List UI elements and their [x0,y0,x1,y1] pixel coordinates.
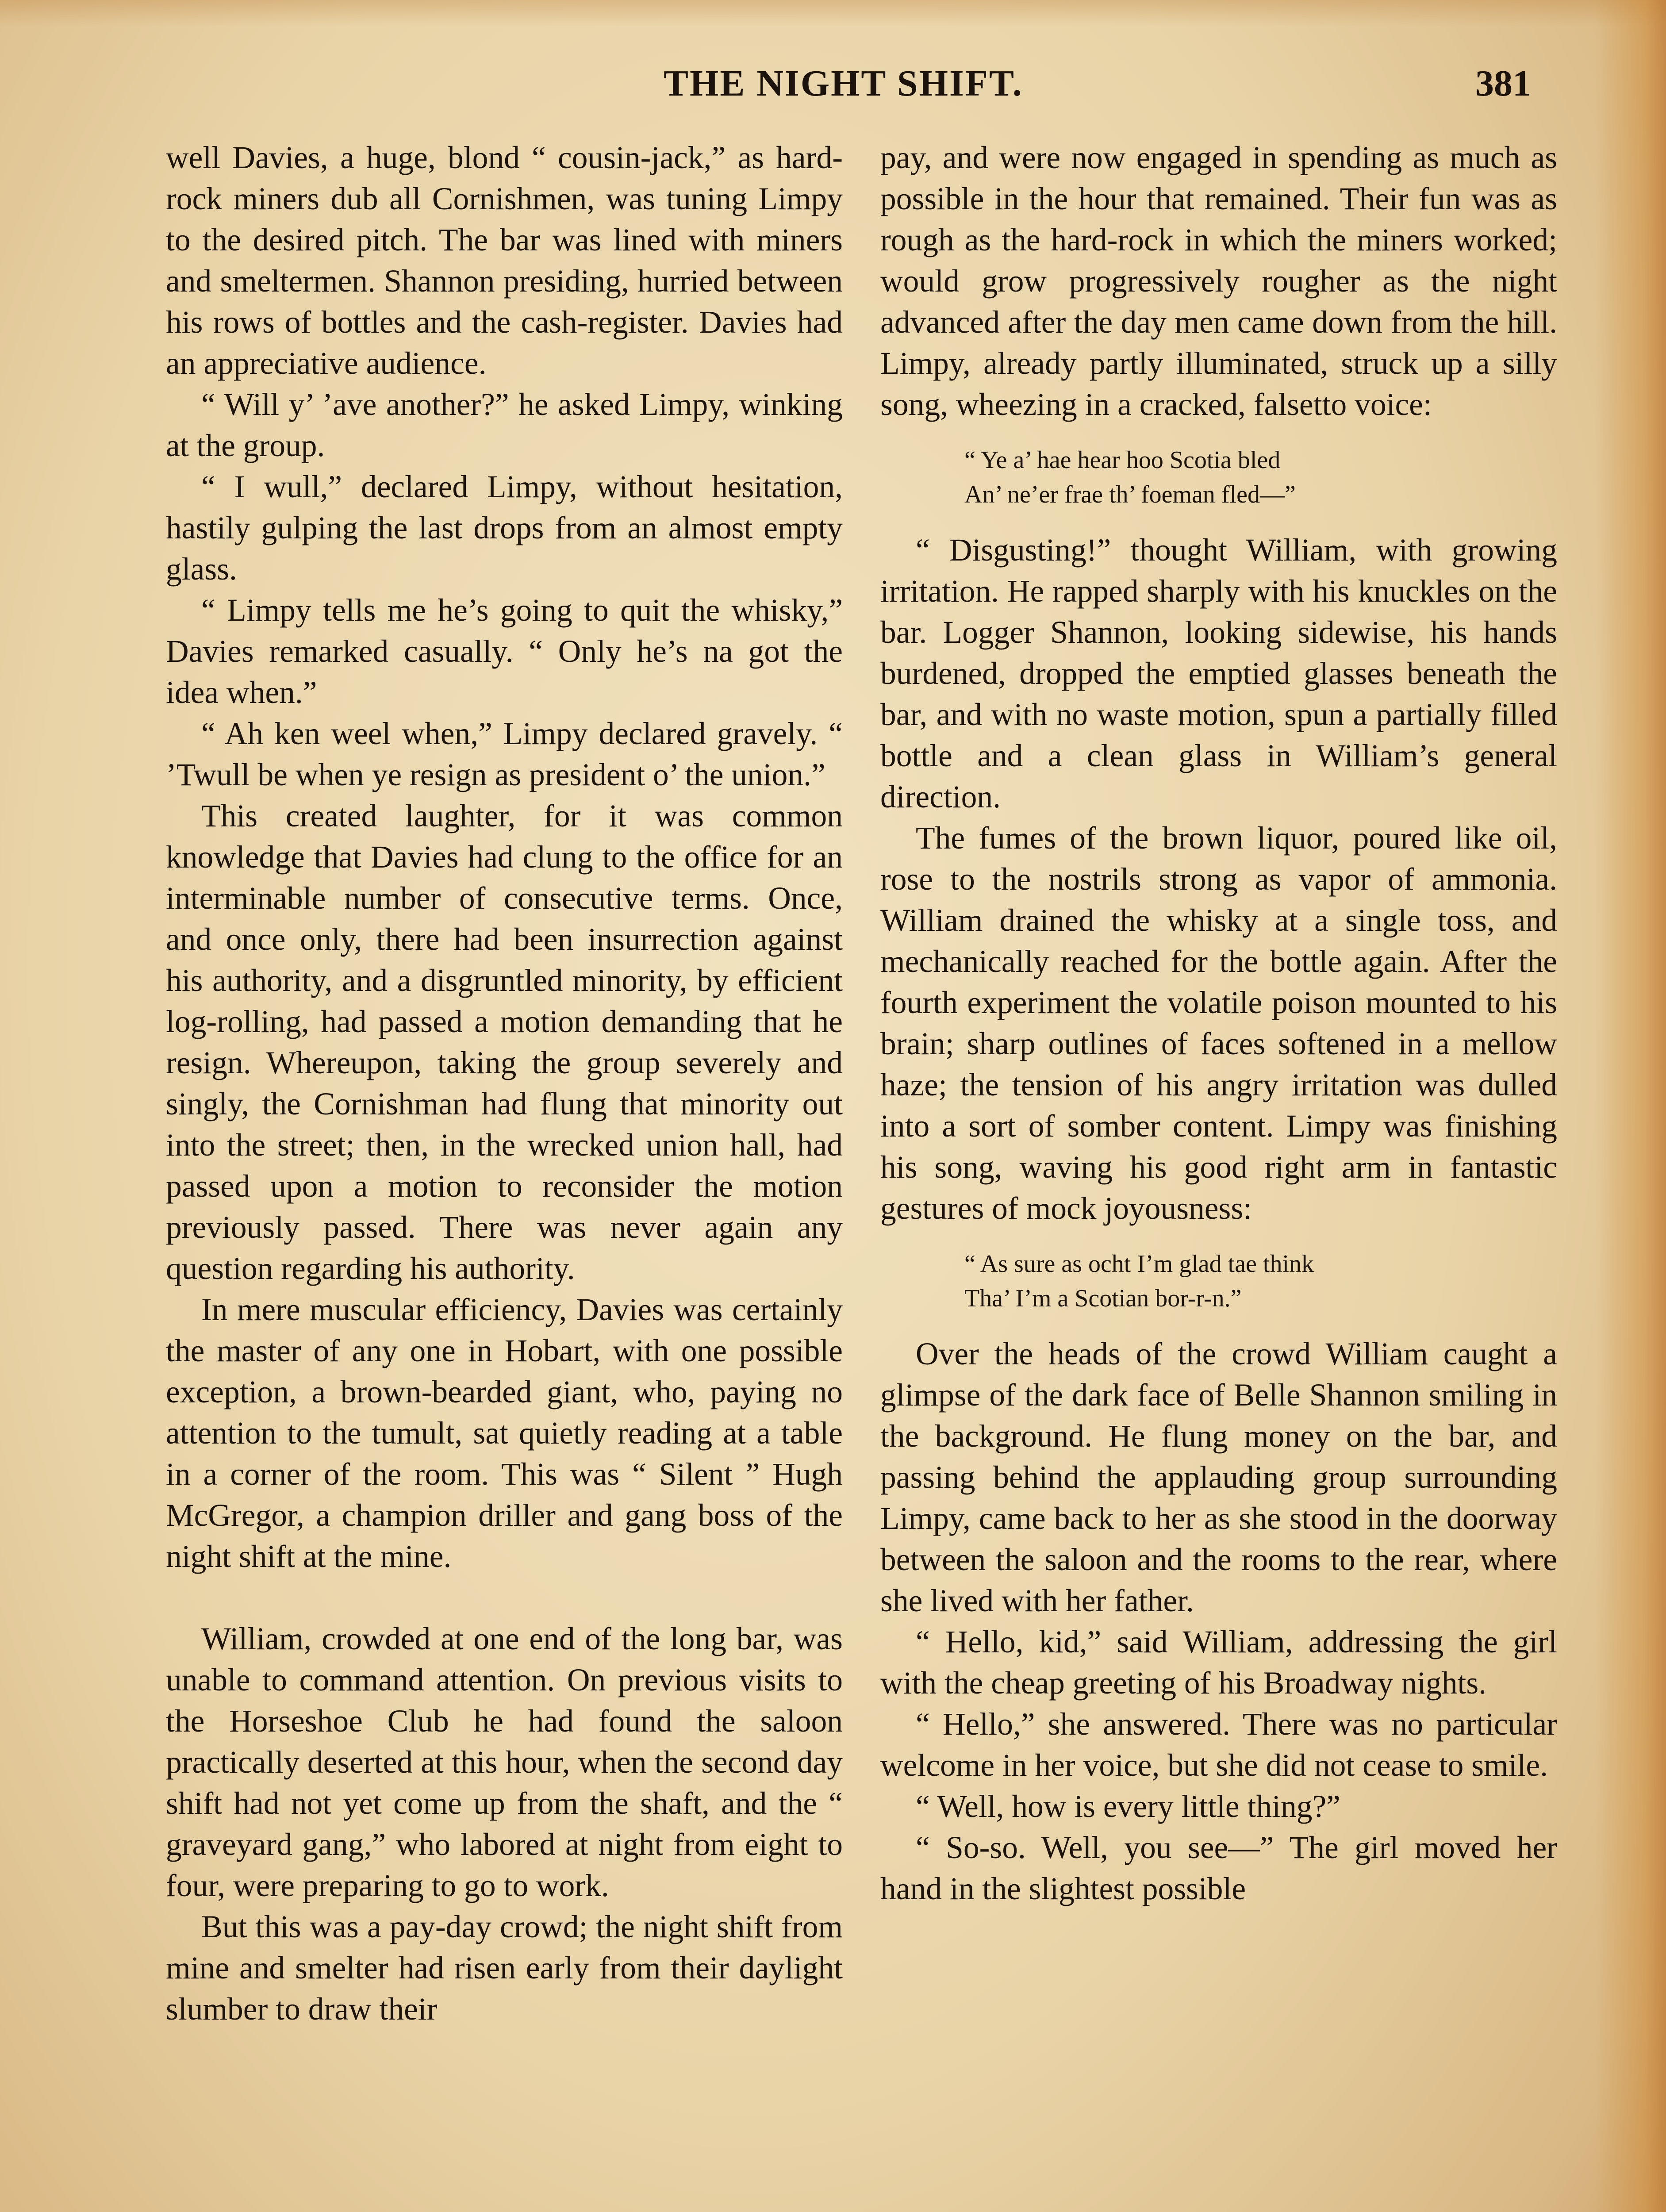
paragraph: “ Hello, kid,” said William, addressing the girl with the cheap greeting of his Broadway nights. [880,1624,1557,1701]
paragraph: “ Disgusting!” thought William, with growing irritation. He rapped sharply with his knuckles on the bar. Logger Shannon, looking sidewise, his hands burdened, dropped the emptied glasses beneath the bar, and with no waste motion, spun a partially filled bottle and a clean glass in William’s general direction. [880,533,1557,814]
paragraph: “ Will y’ ’ave another?” he asked Limpy, winking at the group. [166,387,843,463]
page-edge-shading-top [0,0,1666,27]
paragraph: “ Hello,” she answered. There was no particular welcome in her voice, but she did not cease to smile. [880,1707,1557,1783]
left-column [166,137,843,2030]
paragraph: “ So-so. Well, you see—” The girl moved her hand in the slightest possible [880,1830,1557,1906]
paragraph: But this was a pay-day crowd; the night shift from mine and smelter had risen early from their daylight slumber to draw their [166,1909,843,2027]
paragraph: “ Ah ken weel when,” Limpy declared gravely. “ ’Twull be when ye resign as president o’ the union.” [166,716,843,792]
verse-line: “ Ye a’ hae hear hoo Scotia bled [964,446,1281,474]
song-verse [964,1247,1557,1316]
paragraph: “ Limpy tells me he’s going to quit the whisky,” Davies remarked casually. “ Only he’s na got the idea when.” [166,593,843,710]
verse-line: An’ ne’er frae th’ foeman fled—” [964,481,1296,508]
page-number: 381 [1475,63,1531,104]
paragraph: well Davies, a huge, blond “ cousin-jack,” as hard-rock miners dub all Cornishmen, was tuning Limpy to the desired pitch. The bar was lined with miners and smeltermen. Shannon presiding, hurried between his rows of bottles and the cash-register. Davies had an appreciative audience. [166,140,843,381]
paragraph: pay, and were now engaged in spending as much as possible in the hour that remained. Their fun was as rough as the hard-rock in which the miners worked; would grow progressively rougher as the night advanced after the day men came down from the hill. Limpy, already partly illuminated, struck up a silly song, wheezing in a cracked, falsetto voice: [880,140,1557,422]
paragraph: This created laughter, for it was common knowledge that Davies had clung to the office for an interminable number of consecutive terms. Once, and once only, there had been insurrection against his authority, and a disgruntled minority, by efficient log-rolling, had passed a motion demanding that he resign. Whereupon, taking the group severely and singly, the Cornishman had flung that minority out into the street; then, in the wrecked union hall, had passed upon a motion to reconsider the motion previously passed. There was never again any question regarding his authority. [166,799,843,1286]
paragraph: Over the heads of the crowd William caught a glimpse of the dark face of Belle Shannon smiling in the background. He flung money on the bar, and passing behind the applauding group surrounding Limpy, came back to her as she stood in the doorway between the saloon and the rooms to the rear, where she lived with her father. [880,1336,1557,1618]
paragraph: “ I wull,” declared Limpy, without hesitation, hastily gulping the last drops from an almost empty glass. [166,469,843,587]
paragraph: “ Well, how is every little thing?” [916,1789,1340,1824]
right-column [880,137,1557,1909]
page-edge-shading-right [1595,0,1666,2212]
running-title: THE NIGHT SHIFT. [664,63,1023,104]
song-verse [964,443,1557,512]
paragraph-section-break: William, crowded at one end of the long bar, was unable to command attention. On previous visits to the Horseshoe Club he had found the saloon practically deserted at this hour, when the second day shift had not yet come up from the shaft, and the “ graveyard gang,” who labored at night from eight to four, were preparing to go to work. [166,1621,843,1903]
verse-line: “ As sure as ocht I’m glad tae think [964,1250,1314,1278]
running-head [0,62,1666,111]
verse-line: Tha’ I’m a Scotian bor-r-n.” [964,1285,1242,1312]
paragraph: In mere muscular efficiency, Davies was certainly the master of any one in Hobart, with one possible exception, a brown-bearded giant, who, paying no attention to the tumult, sat quietly reading at a table in a corner of the room. This was “ Silent ” Hugh McGregor, a champion driller and gang boss of the night shift at the mine. [166,1292,843,1574]
paragraph: The fumes of the brown liquor, poured like oil, rose to the nostrils strong as vapor of ammonia. William drained the whisky at a single toss, and mechanically reached for the bottle again. After the fourth experiment the volatile poison mounted to his brain; sharp outlines of faces softened in a mellow haze; the tension of his angry irritation was dulled into a sort of somber content. Limpy was finishing his song, waving his good right arm in fantastic gestures of mock joyousness: [880,821,1557,1226]
